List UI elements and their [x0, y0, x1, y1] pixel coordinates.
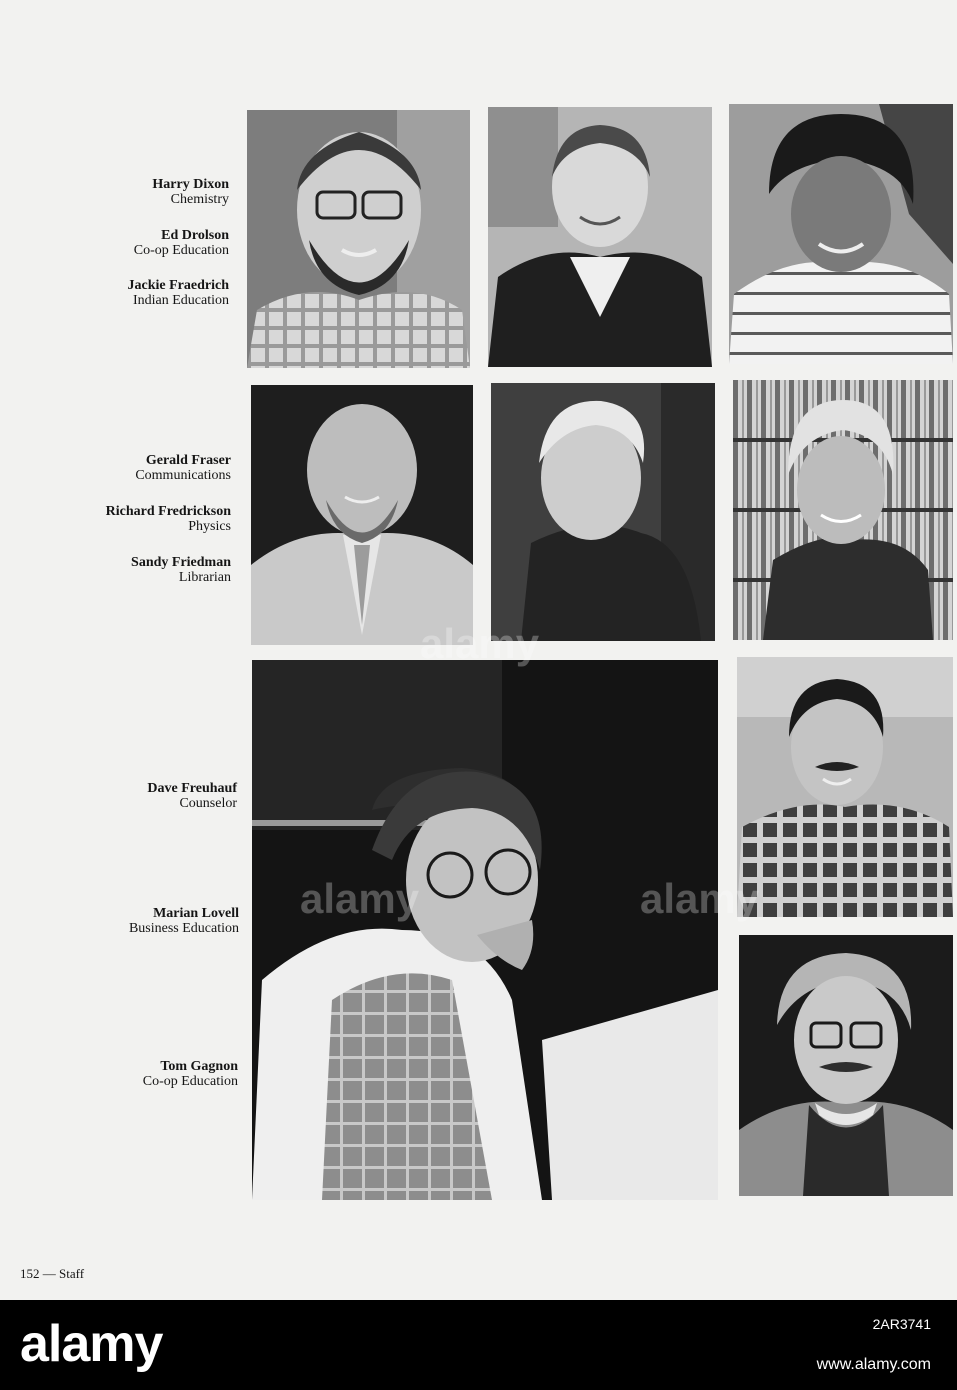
- caption-role: Business Education: [128, 921, 239, 936]
- caption-name: Gerald Fraser: [145, 453, 231, 468]
- caption-marian-lovell: [129, 906, 239, 936]
- stock-url: www.alamy.com: [816, 1356, 931, 1373]
- caption-name: Dave Freuhauf: [147, 781, 237, 796]
- caption-role: Co-op Education: [142, 1074, 238, 1089]
- watermark-text: alamy: [640, 875, 760, 922]
- caption-ed-drolson: [134, 228, 229, 258]
- caption-role: Physics: [188, 519, 231, 534]
- caption-role: Communications: [135, 468, 231, 483]
- caption-name: Harry Dixon: [152, 177, 229, 192]
- caption-role: Librarian: [178, 570, 231, 585]
- caption-role: Counselor: [179, 796, 237, 811]
- caption-jackie-fraedrich: [128, 278, 229, 308]
- watermark-text: alamy: [420, 620, 540, 667]
- portrait-photo-richard-fredrickson: [491, 383, 715, 641]
- portrait-photo-jackie-fraedrich: [729, 104, 953, 364]
- caption-name: Ed Drolson: [161, 228, 229, 243]
- caption-gerald-fraser: [135, 453, 231, 483]
- image-code: 2AR3741: [872, 1316, 931, 1332]
- caption-harry-dixon: [152, 177, 229, 207]
- portrait-photo-harry-dixon: [247, 110, 470, 368]
- caption-name: Richard Fredrickson: [105, 504, 231, 519]
- caption-role: Co-op Education: [133, 243, 229, 258]
- portrait-photo-dave-freuhauf: [737, 657, 953, 917]
- caption-role: Indian Education: [132, 293, 229, 308]
- portrait-photo-tom-gagnon: [739, 935, 953, 1196]
- caption-dave-freuhauf: [147, 781, 237, 811]
- caption-tom-gagnon: [143, 1059, 238, 1089]
- caption-name: Jackie Fraedrich: [127, 278, 229, 293]
- stock-footer-bar: [0, 1300, 957, 1390]
- caption-role: Chemistry: [170, 192, 229, 207]
- caption-name: Sandy Friedman: [131, 555, 231, 570]
- portrait-photo-ed-drolson: [488, 107, 712, 367]
- watermark-text: alamy: [300, 875, 420, 922]
- stock-logo: alamy: [20, 1315, 163, 1373]
- caption-name: Marian Lovell: [153, 906, 239, 921]
- portrait-photo-sandy-friedman: [733, 380, 953, 640]
- caption-name: Tom Gagnon: [160, 1059, 238, 1074]
- caption-richard-fredrickson: [106, 504, 231, 534]
- portrait-photo-marian-lovell: [252, 660, 718, 1200]
- caption-sandy-friedman: [131, 555, 231, 585]
- portrait-photo-gerald-fraser: [251, 385, 473, 645]
- page-folio: 152 — Staff: [20, 1266, 85, 1281]
